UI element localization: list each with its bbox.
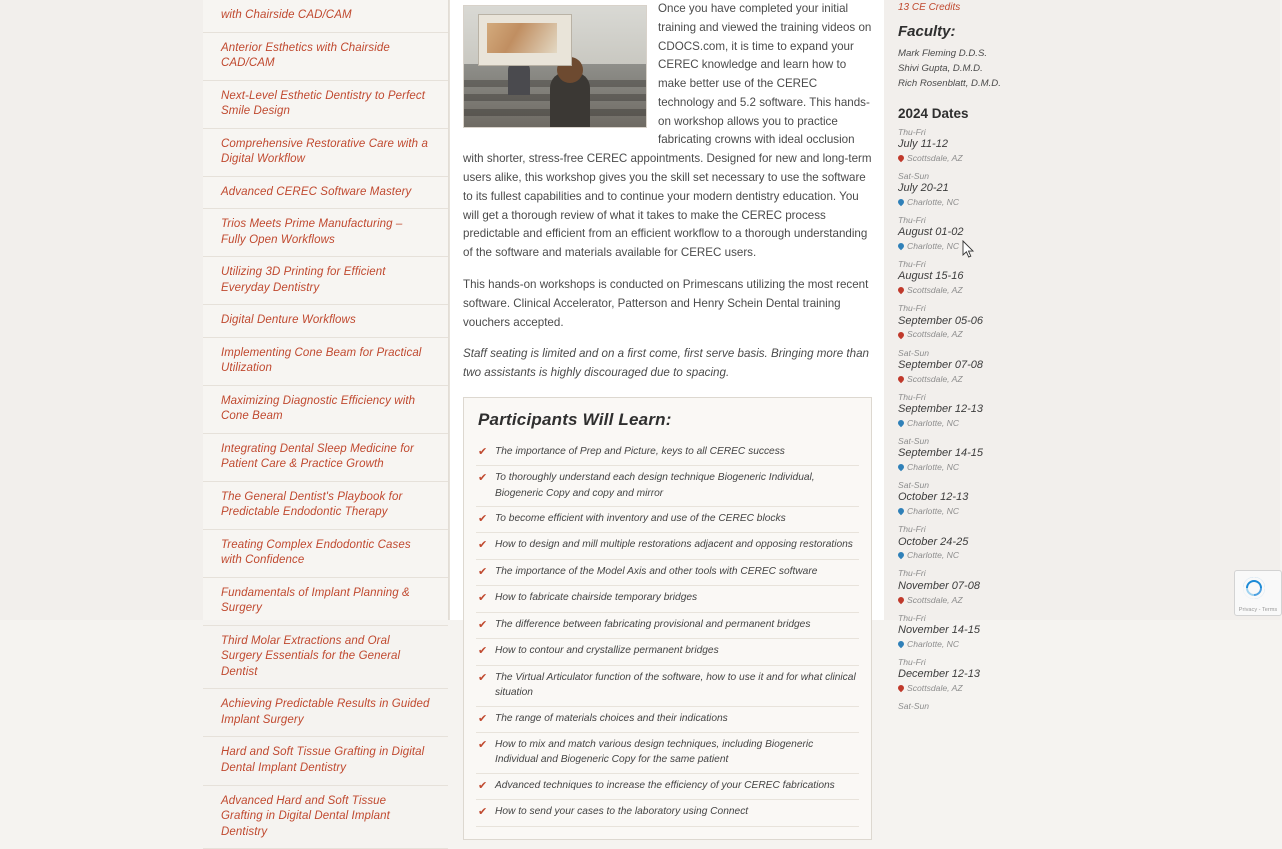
learn-item	[476, 507, 859, 534]
check-icon: ✔	[478, 511, 495, 528]
faculty-title: Faculty:	[898, 23, 1039, 40]
map-pin-icon	[898, 597, 904, 603]
learn-item-label: The range of materials choices and their indications	[495, 711, 728, 726]
date-range: September 05-06	[898, 314, 1039, 329]
date-range: September 07-08	[898, 358, 1039, 373]
date-location-label: Charlotte, NC	[907, 417, 959, 429]
date-location-label: Scottsdale, AZ	[907, 152, 963, 164]
date-weekdays: Sat-Sun	[898, 701, 1039, 711]
date-location	[898, 638, 1039, 650]
sidebar-item[interactable]: Fundamentals of Implant Planning & Surgery	[203, 578, 448, 626]
sidebar-item[interactable]: Digital Denture Workflows	[203, 305, 448, 338]
date-range: October 12-13	[898, 490, 1039, 505]
map-pin-icon	[898, 464, 904, 470]
date-entry[interactable]	[898, 392, 1039, 429]
learn-item	[476, 440, 859, 467]
check-icon: ✔	[478, 537, 495, 554]
sidebar-item[interactable]: The General Dentist's Playbook for Predictable Endodontic Therapy	[203, 482, 448, 530]
participants-will-learn-panel	[463, 397, 872, 840]
check-icon: ✔	[478, 711, 495, 728]
date-location	[898, 682, 1039, 694]
date-weekdays: Thu-Fri	[898, 259, 1039, 269]
learn-item	[476, 466, 859, 507]
map-pin-icon	[898, 243, 904, 249]
learn-item-label: Advanced techniques to increase the efficiency of your CEREC fabrications	[495, 778, 835, 793]
map-pin-icon	[898, 287, 904, 293]
main-content	[449, 0, 886, 620]
date-entry[interactable]	[898, 524, 1039, 561]
date-location	[898, 328, 1039, 340]
date-range: August 01-02	[898, 225, 1039, 240]
sidebar-item[interactable]: Advanced CEREC Software Mastery	[203, 177, 448, 210]
learn-item-label: How to fabricate chairside temporary bridges	[495, 590, 697, 605]
left-gutter	[0, 0, 203, 620]
date-location	[898, 240, 1039, 252]
date-location-label: Charlotte, NC	[907, 549, 959, 561]
map-pin-icon	[898, 155, 904, 161]
date-location	[898, 417, 1039, 429]
date-location-label: Scottsdale, AZ	[907, 373, 963, 385]
check-icon: ✔	[478, 444, 495, 461]
dates-list	[898, 127, 1039, 712]
faculty-name: Shivi Gupta, D.M.D.	[898, 62, 1039, 77]
date-weekdays: Sat-Sun	[898, 348, 1039, 358]
learn-item	[476, 613, 859, 640]
learn-item-label: The importance of Prep and Picture, keys to all CEREC success	[495, 444, 785, 459]
date-range: October 24-25	[898, 535, 1039, 550]
date-location-label: Charlotte, NC	[907, 240, 959, 252]
learn-item	[476, 800, 859, 827]
map-pin-icon	[898, 552, 904, 558]
date-location-label: Scottsdale, AZ	[907, 682, 963, 694]
date-weekdays: Thu-Fri	[898, 657, 1039, 667]
right-gutter	[1025, 0, 1280, 620]
sidebar-item[interactable]: Integrating Dental Sleep Medicine for Patient Care & Practice Growth	[203, 434, 448, 482]
date-range: July 11-12	[898, 137, 1039, 152]
recaptcha-icon	[1243, 577, 1265, 599]
learn-item	[476, 774, 859, 801]
date-range: September 14-15	[898, 446, 1039, 461]
date-entry[interactable]	[898, 259, 1039, 296]
date-location-label: Charlotte, NC	[907, 196, 959, 208]
check-icon: ✔	[478, 737, 495, 754]
date-location	[898, 594, 1039, 606]
check-icon: ✔	[478, 778, 495, 795]
sidebar-item[interactable]: Advanced Hard and Soft Tissue Grafting in Digital Dental Implant Dentistry	[203, 786, 448, 849]
recaptcha-badge[interactable]	[1234, 570, 1282, 616]
date-location-label: Scottsdale, AZ	[907, 284, 963, 296]
date-location-label: Charlotte, NC	[907, 638, 959, 650]
learn-item-label: The importance of the Model Axis and other tools with CEREC software	[495, 564, 817, 579]
learn-item-label: The difference between fabricating provisional and permanent bridges	[495, 617, 810, 632]
learn-item	[476, 586, 859, 613]
map-pin-icon	[898, 376, 904, 382]
date-weekdays: Thu-Fri	[898, 568, 1039, 578]
dates-title: 2024 Dates	[898, 106, 1039, 121]
date-range: November 07-08	[898, 579, 1039, 594]
date-location	[898, 152, 1039, 164]
check-icon: ✔	[478, 643, 495, 660]
sidebar-item[interactable]: Utilizing 3D Printing for Efficient Everyday Dentistry	[203, 257, 448, 305]
date-location	[898, 373, 1039, 385]
map-pin-icon	[898, 420, 904, 426]
date-range: July 20-21	[898, 181, 1039, 196]
date-weekdays: Sat-Sun	[898, 436, 1039, 446]
date-entry[interactable]	[898, 436, 1039, 473]
sidebar-item[interactable]: Anterior Esthetics with Chairside CAD/CAM	[203, 33, 448, 81]
check-icon: ✔	[478, 670, 495, 687]
date-entry[interactable]	[898, 303, 1039, 340]
date-weekdays: Sat-Sun	[898, 171, 1039, 181]
description-paragraph: Staff seating is limited and on a first come, first serve basis. Bringing more than two assistants is highly discouraged due to spacing.	[463, 345, 872, 383]
sidebar-item[interactable]: Next-Level Esthetic Dentistry to Perfect Smile Design	[203, 81, 448, 129]
faculty-name: Rich Rosenblatt, D.M.D.	[898, 77, 1039, 92]
faculty-name: Mark Fleming D.D.S.	[898, 47, 1039, 62]
sidebar-item[interactable]: Implementing Cone Beam for Practical Utilization	[203, 338, 448, 386]
date-location-label: Scottsdale, AZ	[907, 594, 963, 606]
check-icon: ✔	[478, 564, 495, 581]
description-paragraph: Once you have completed your initial training and viewed the training videos on CDOCS.com, it is time to expand your CEREC knowledge and learn how to make better use of the CEREC technology and 5.2 software. This hands-on workshop allows you to practice fabricating crowns with ideal occlusion with shorter, stress-free CEREC appointments. Designed for new and long-term users alike, this workshop gives you the skill set necessary to use the software to its fullest capabilities and to continue your modern dentistry education. You will get a thorough review of what it takes to make the CEREC process predictable and efficient from an efficient workflow to a thorough understanding of the software and materials available for CEREC users.	[463, 0, 872, 263]
learn-item	[476, 560, 859, 587]
learn-item	[476, 733, 859, 774]
date-weekdays: Sat-Sun	[898, 480, 1039, 490]
date-entry[interactable]	[898, 657, 1039, 694]
learn-item	[476, 707, 859, 734]
learn-list	[476, 440, 859, 827]
learn-item-label: The Virtual Articulator function of the software, how to use it and for what clinical situation	[495, 670, 857, 701]
learn-item-label: How to design and mill multiple restorations adjacent and opposing restorations	[495, 537, 853, 552]
date-entry[interactable]	[898, 215, 1039, 252]
date-range: December 12-13	[898, 667, 1039, 682]
date-entry[interactable]	[898, 568, 1039, 605]
learn-item-label: How to contour and crystallize permanent bridges	[495, 643, 719, 658]
sidebar-item[interactable]: Maximizing Diagnostic Efficiency with Cone Beam	[203, 386, 448, 434]
faculty-list	[898, 47, 1039, 92]
learn-item-label: To thoroughly understand each design technique Biogeneric Individual, Biogeneric Copy and copy and mirror	[495, 470, 857, 501]
sidebar-item[interactable]: Trios Meets Prime Manufacturing – Fully Open Workflows	[203, 209, 448, 257]
map-pin-icon	[898, 508, 904, 514]
sidebar-item[interactable]: Treating Complex Endodontic Cases with Confidence	[203, 530, 448, 578]
learn-item	[476, 533, 859, 560]
date-entry[interactable]	[898, 127, 1039, 164]
check-icon: ✔	[478, 617, 495, 634]
date-entry[interactable]	[898, 613, 1039, 650]
date-range: August 15-16	[898, 269, 1039, 284]
course-sidebar[interactable]	[203, 0, 449, 620]
date-location-label: Charlotte, NC	[907, 461, 959, 473]
sidebar-item[interactable]: with Chairside CAD/CAM	[203, 0, 448, 33]
map-pin-icon	[898, 332, 904, 338]
date-entry[interactable]	[898, 480, 1039, 517]
map-pin-icon	[898, 199, 904, 205]
sidebar-item[interactable]: Third Molar Extractions and Oral Surgery Essentials for the General Dentist	[203, 626, 448, 690]
date-entry[interactable]	[898, 701, 1039, 711]
learn-item	[476, 666, 859, 707]
check-icon: ✔	[478, 804, 495, 821]
date-weekdays: Thu-Fri	[898, 127, 1039, 137]
map-pin-icon	[898, 641, 904, 647]
learn-item-label: To become efficient with inventory and use of the CEREC blocks	[495, 511, 786, 526]
date-entry[interactable]	[898, 171, 1039, 208]
learn-item	[476, 639, 859, 666]
check-icon: ✔	[478, 470, 495, 487]
learn-item-label: How to mix and match various design techniques, including Biogeneric Individual and Biogeneric Copy for the same patient	[495, 737, 857, 768]
date-range: September 12-13	[898, 402, 1039, 417]
date-range: November 14-15	[898, 623, 1039, 638]
check-icon: ✔	[478, 590, 495, 607]
map-pin-icon	[898, 685, 904, 691]
sidebar-item[interactable]: Hard and Soft Tissue Grafting in Digital Dental Implant Dentistry	[203, 737, 448, 785]
date-weekdays: Thu-Fri	[898, 613, 1039, 623]
date-weekdays: Thu-Fri	[898, 392, 1039, 402]
ce-credits: 13 CE Credits	[898, 2, 1039, 13]
learn-item-label: How to send your cases to the laboratory using Connect	[495, 804, 748, 819]
date-weekdays: Thu-Fri	[898, 215, 1039, 225]
date-location	[898, 284, 1039, 296]
date-weekdays: Thu-Fri	[898, 524, 1039, 534]
workshop-photo	[463, 5, 647, 128]
date-entry[interactable]	[898, 348, 1039, 385]
recaptcha-label: Privacy - Terms	[1235, 607, 1281, 613]
learn-panel-title: Participants Will Learn:	[478, 410, 859, 430]
date-location	[898, 461, 1039, 473]
course-details-sidebar	[884, 0, 1047, 620]
date-location-label: Charlotte, NC	[907, 505, 959, 517]
date-weekdays: Thu-Fri	[898, 303, 1039, 313]
date-location	[898, 549, 1039, 561]
sidebar-item[interactable]: Comprehensive Restorative Care with a Digital Workflow	[203, 129, 448, 177]
description-paragraph: This hands-on workshops is conducted on Primescans utilizing the most recent software. Clinical Accelerator, Patterson and Henry Schein Dental training vouchers accepted.	[463, 276, 872, 332]
date-location	[898, 196, 1039, 208]
sidebar-item[interactable]: Achieving Predictable Results in Guided Implant Surgery	[203, 689, 448, 737]
date-location-label: Scottsdale, AZ	[907, 328, 963, 340]
date-location	[898, 505, 1039, 517]
